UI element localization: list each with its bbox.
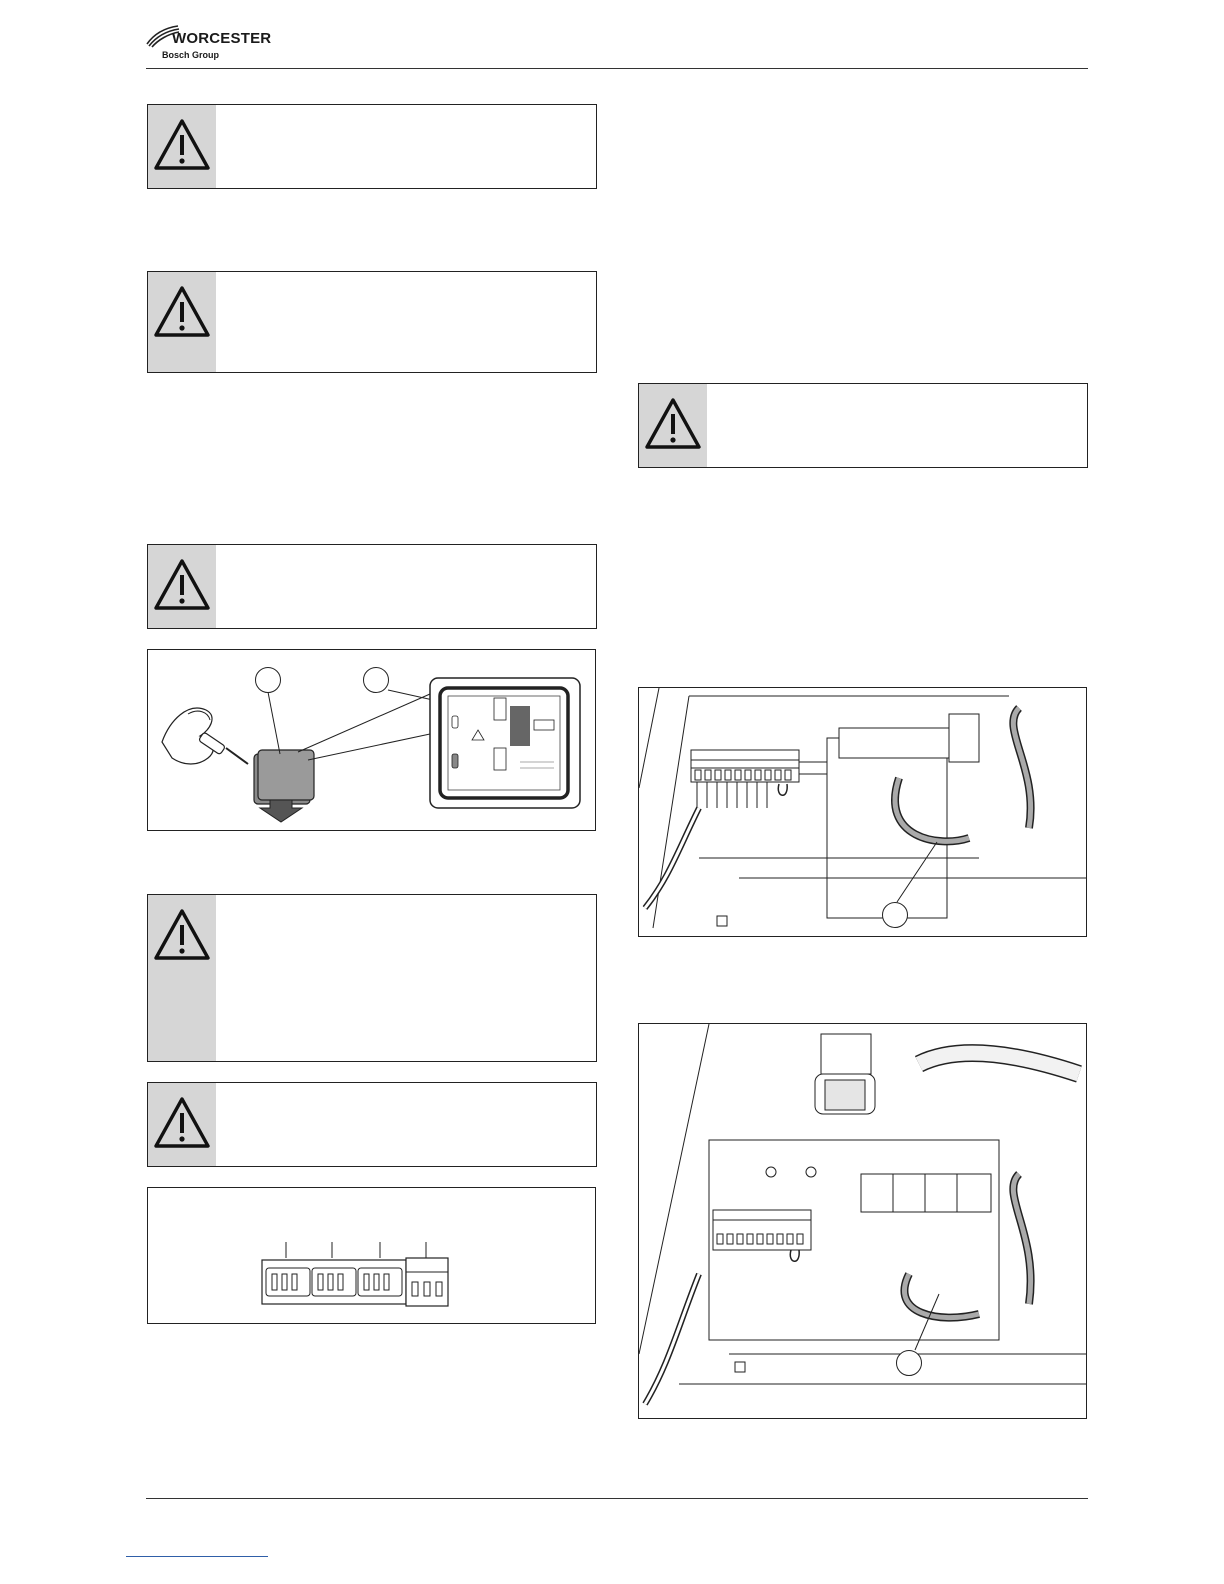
brand-name: WORCESTER <box>172 30 272 47</box>
figure-terminal-strip-top <box>638 687 1087 937</box>
callout-1 <box>896 1350 922 1376</box>
footer-rule <box>146 1498 1088 1499</box>
warning-strip <box>148 105 216 188</box>
warning-strip <box>639 384 707 467</box>
warning-triangle-icon <box>153 907 211 963</box>
callout-2 <box>363 667 389 693</box>
callout-1 <box>255 667 281 693</box>
warning-box <box>147 271 597 373</box>
warning-strip <box>148 1083 216 1166</box>
warning-box <box>147 894 597 1062</box>
warning-triangle-icon <box>153 557 211 613</box>
terminal-strip-illustration <box>639 688 1087 937</box>
warning-triangle-icon <box>153 284 211 340</box>
warning-triangle-icon <box>153 117 211 173</box>
callout-1 <box>882 902 908 928</box>
warning-strip <box>148 272 216 372</box>
figure-terminal-strip-bottom <box>638 1023 1087 1419</box>
terminal-strip-detail-illustration <box>639 1024 1087 1419</box>
warning-box <box>638 383 1088 468</box>
brand-logo <box>146 24 276 64</box>
warning-strip <box>148 545 216 628</box>
warning-box <box>147 544 597 629</box>
warning-strip <box>148 895 216 1061</box>
warning-box <box>147 104 597 189</box>
figure-cover-removal <box>147 649 596 831</box>
warning-triangle-icon <box>644 396 702 452</box>
header-rule <box>146 68 1088 69</box>
warning-box <box>147 1082 597 1167</box>
warning-triangle-icon <box>153 1095 211 1151</box>
connector-strip-illustration <box>148 1188 596 1324</box>
footer-link-underline[interactable] <box>126 1556 268 1557</box>
brand-subtitle: Bosch Group <box>162 50 220 60</box>
figure-connector-strip <box>147 1187 596 1324</box>
